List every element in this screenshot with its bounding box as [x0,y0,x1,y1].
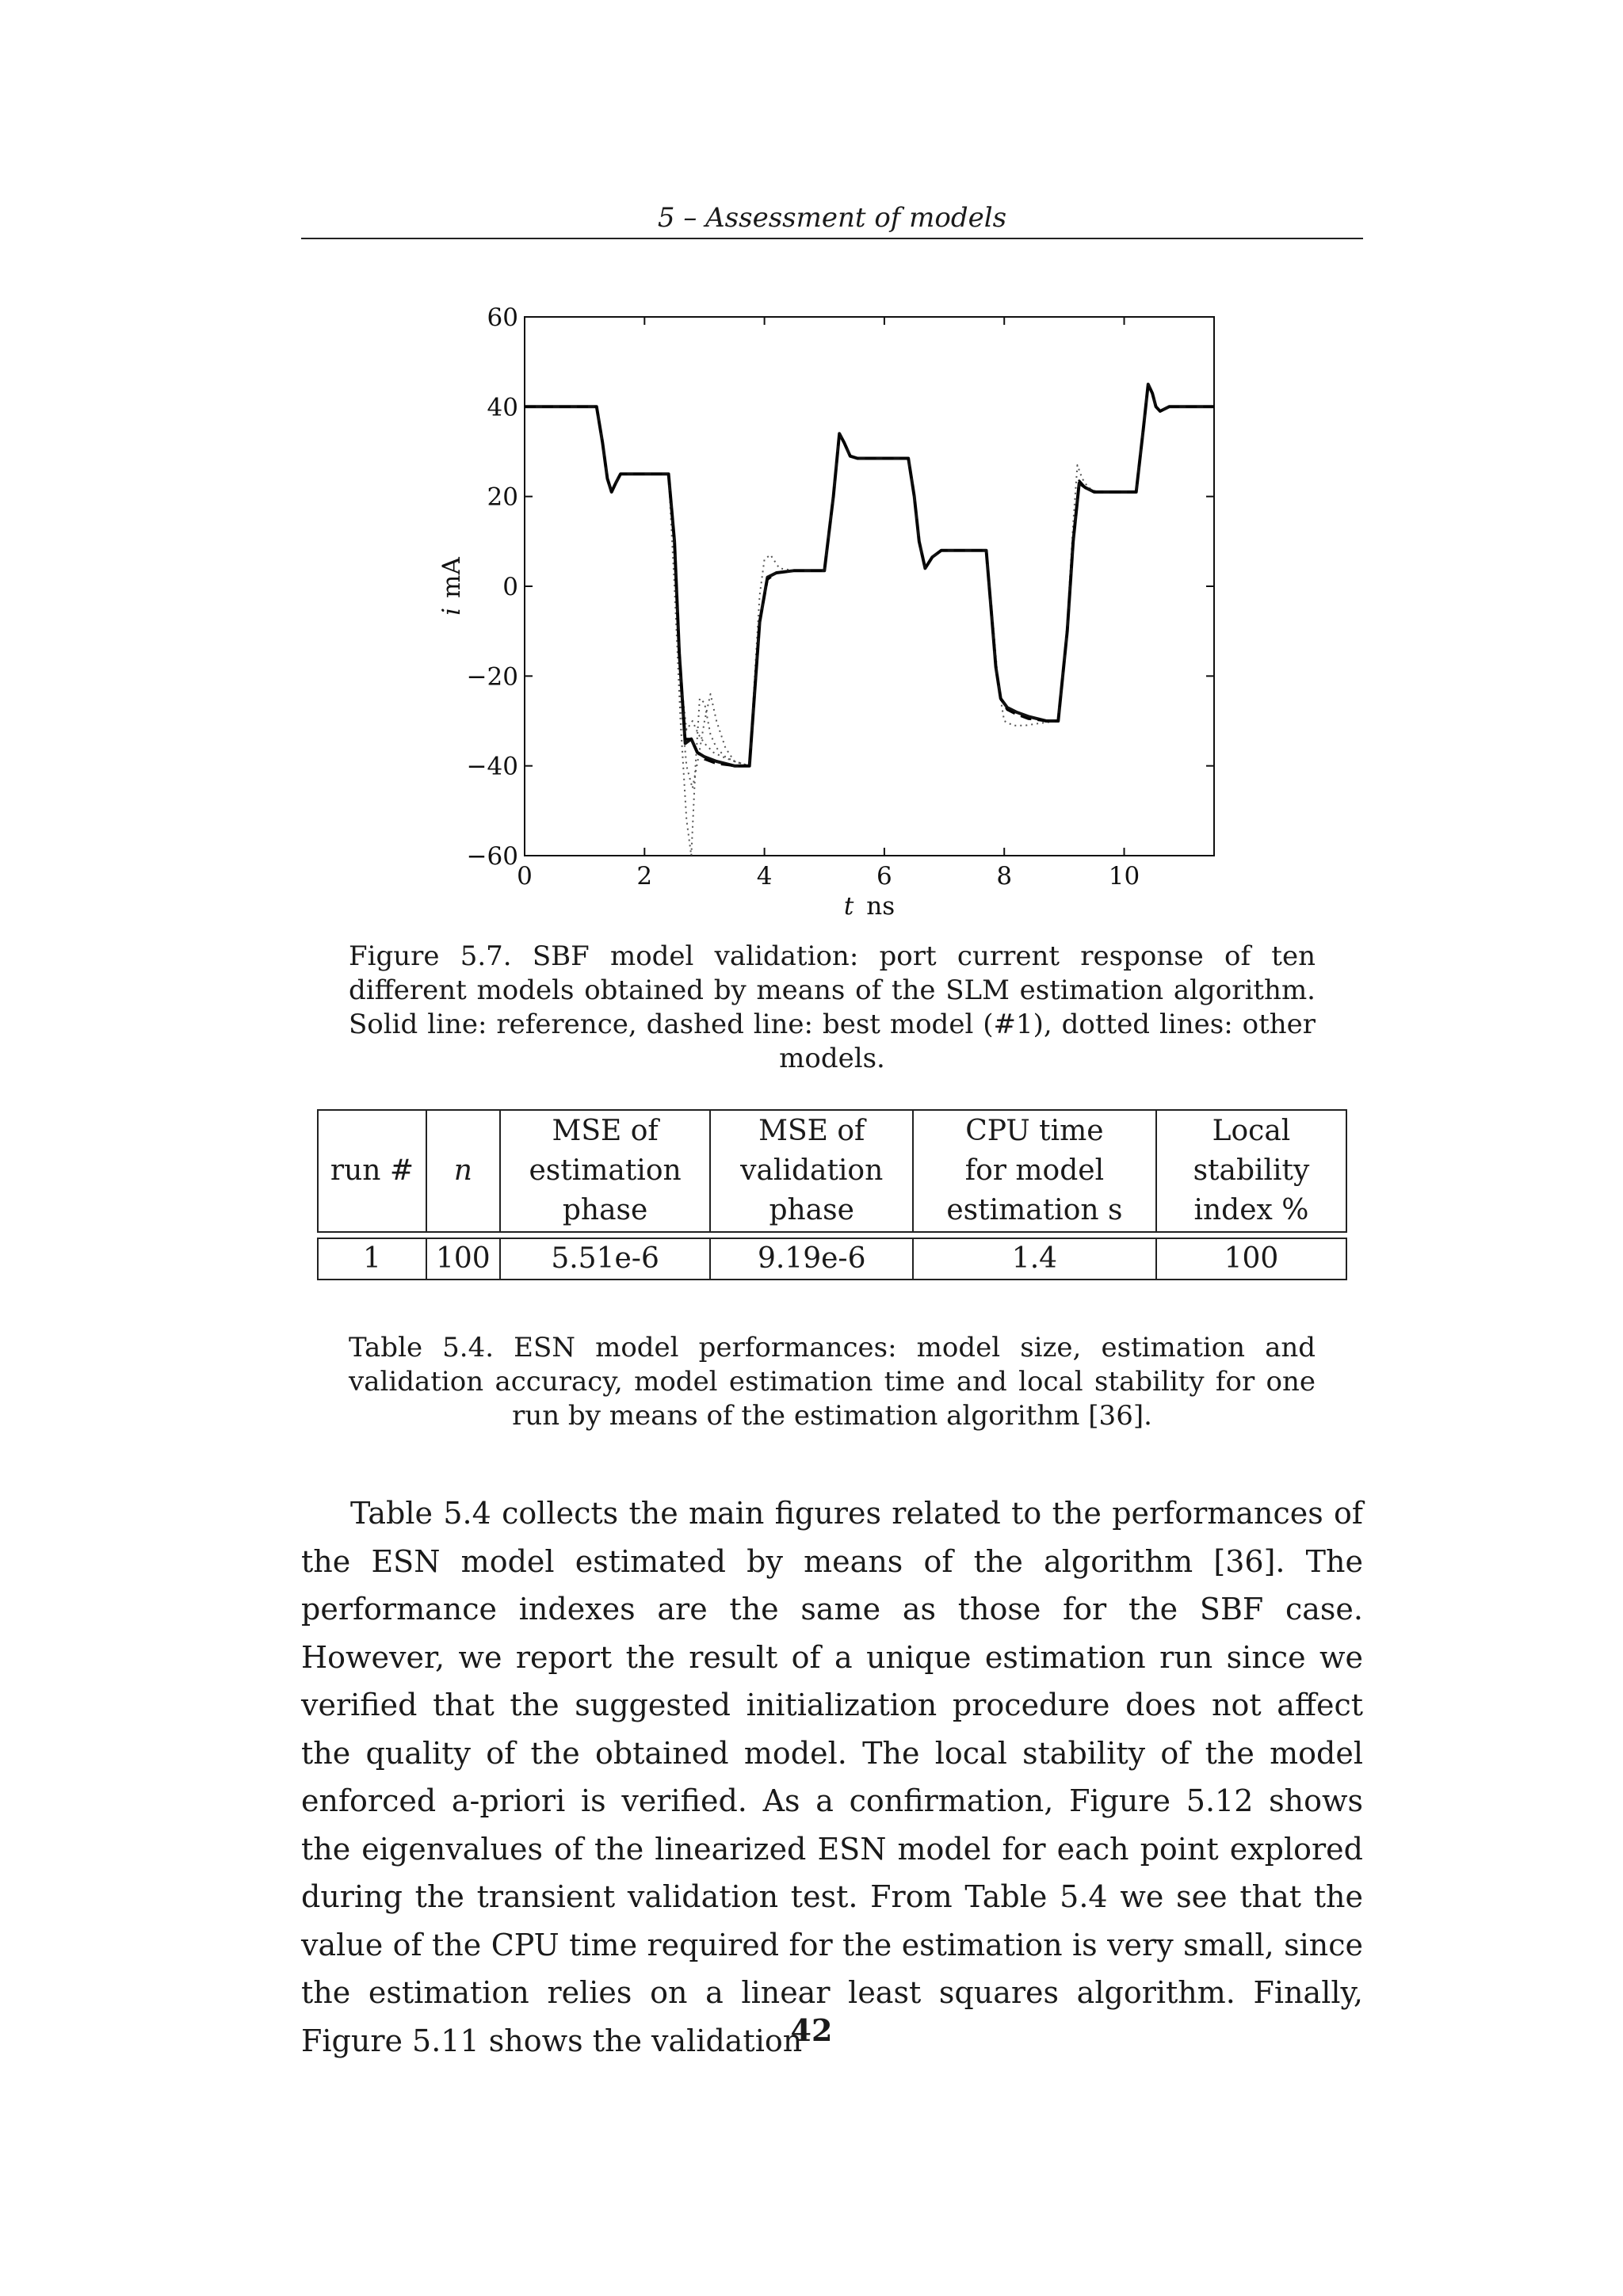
y-tick-label: 0 [502,573,518,601]
series-line-dotted-7 [1058,465,1106,721]
y-axis-unit: mA [437,557,466,598]
table-gap-row [318,1232,1346,1238]
series-line-dotted-3 [669,474,750,788]
cell-stability: 100 [1156,1238,1346,1280]
cell-mse-estimation: 5.51e-6 [500,1238,711,1280]
figure-caption: Figure 5.7. SBF model validation: port current response of ten different models obtained by means of the SLM estimation algorithm. Solid line: reference, dashed line: best model (#1), dotted lines: other models. [349,940,1316,1074]
line-chart [412,301,1284,927]
header-cell-run: run # [318,1110,426,1232]
series-line-solid-0 [525,384,1214,766]
x-tick-label: 4 [756,862,773,891]
x-axis-unit: ns [866,892,896,921]
body-paragraph [301,1489,1363,2065]
series-line-dotted-6 [987,551,1059,726]
header-cell-mse-validation: MSE of validation phase [710,1110,912,1232]
series-line-dashed-1 [525,384,1214,766]
y-axis-symbol: i [437,607,466,616]
y-tick-label: 60 [487,303,518,332]
x-tick-label: 8 [996,862,1013,891]
x-tick-label: 0 [517,862,533,891]
y-tick-label: −40 [466,752,518,781]
figure-current-response [412,301,1284,927]
x-tick-label: 10 [1108,862,1140,891]
header-cell-stability: Local stability index % [1156,1110,1346,1232]
y-tick-label: 40 [487,393,518,422]
series-line-dotted-4 [669,474,750,765]
running-header: 5 – Assessment of models [657,202,1007,234]
header-cell-n: n [426,1110,500,1232]
header-cell-cpu-time: CPU time for model estimation s [913,1110,1156,1232]
table-caption: Table 5.4. ESN model performances: model size, estimation and validation accuracy, model estimation time and local stability for one run by means of the estimation algorithm [36]. [349,1332,1316,1432]
header-rule [301,238,1363,239]
page-number: 42 [790,2012,833,2048]
paragraph-text: Table 5.4 collects the main figures related to the performances of the ESN model estimated by means of the algorithm [36]. The performance indexes are the same as those for the SBF case. However, we report the result of a unique estimation run since we verified that the suggested initialization procedure does not affect the quality of the obtained model. The local stability of the model enforced a-priori is verified. As a confirmation, Figure 5.12 shows the eigenvalues of the linearized ESN model for each point explored during the transient validation test. From Table 5.4 we see that the value of the CPU time required for the estimation is very small, since the estimation relies on a linear least squares algorithm. Finally, Figure 5.11 shows the validation [301,1496,1363,2058]
cell-mse-validation: 9.19e-6 [710,1238,912,1280]
x-axis-label [844,892,895,921]
cell-cpu-time: 1.4 [913,1238,1156,1280]
table-header-row [318,1110,1346,1232]
y-tick-label: 20 [487,482,518,512]
cell-run: 1 [318,1238,426,1280]
x-axis-symbol: t [843,892,854,921]
y-axis-label [437,557,466,616]
plot-frame [525,317,1214,856]
results-table [317,1109,1347,1280]
table-row [318,1238,1346,1280]
x-tick-label: 2 [636,862,653,891]
header-cell-mse-estimation: MSE of estimation phase [500,1110,711,1232]
y-tick-label: −20 [466,662,518,692]
cell-n: 100 [426,1238,500,1280]
x-tick-label: 6 [876,862,892,891]
y-tick-label: −60 [466,842,518,871]
